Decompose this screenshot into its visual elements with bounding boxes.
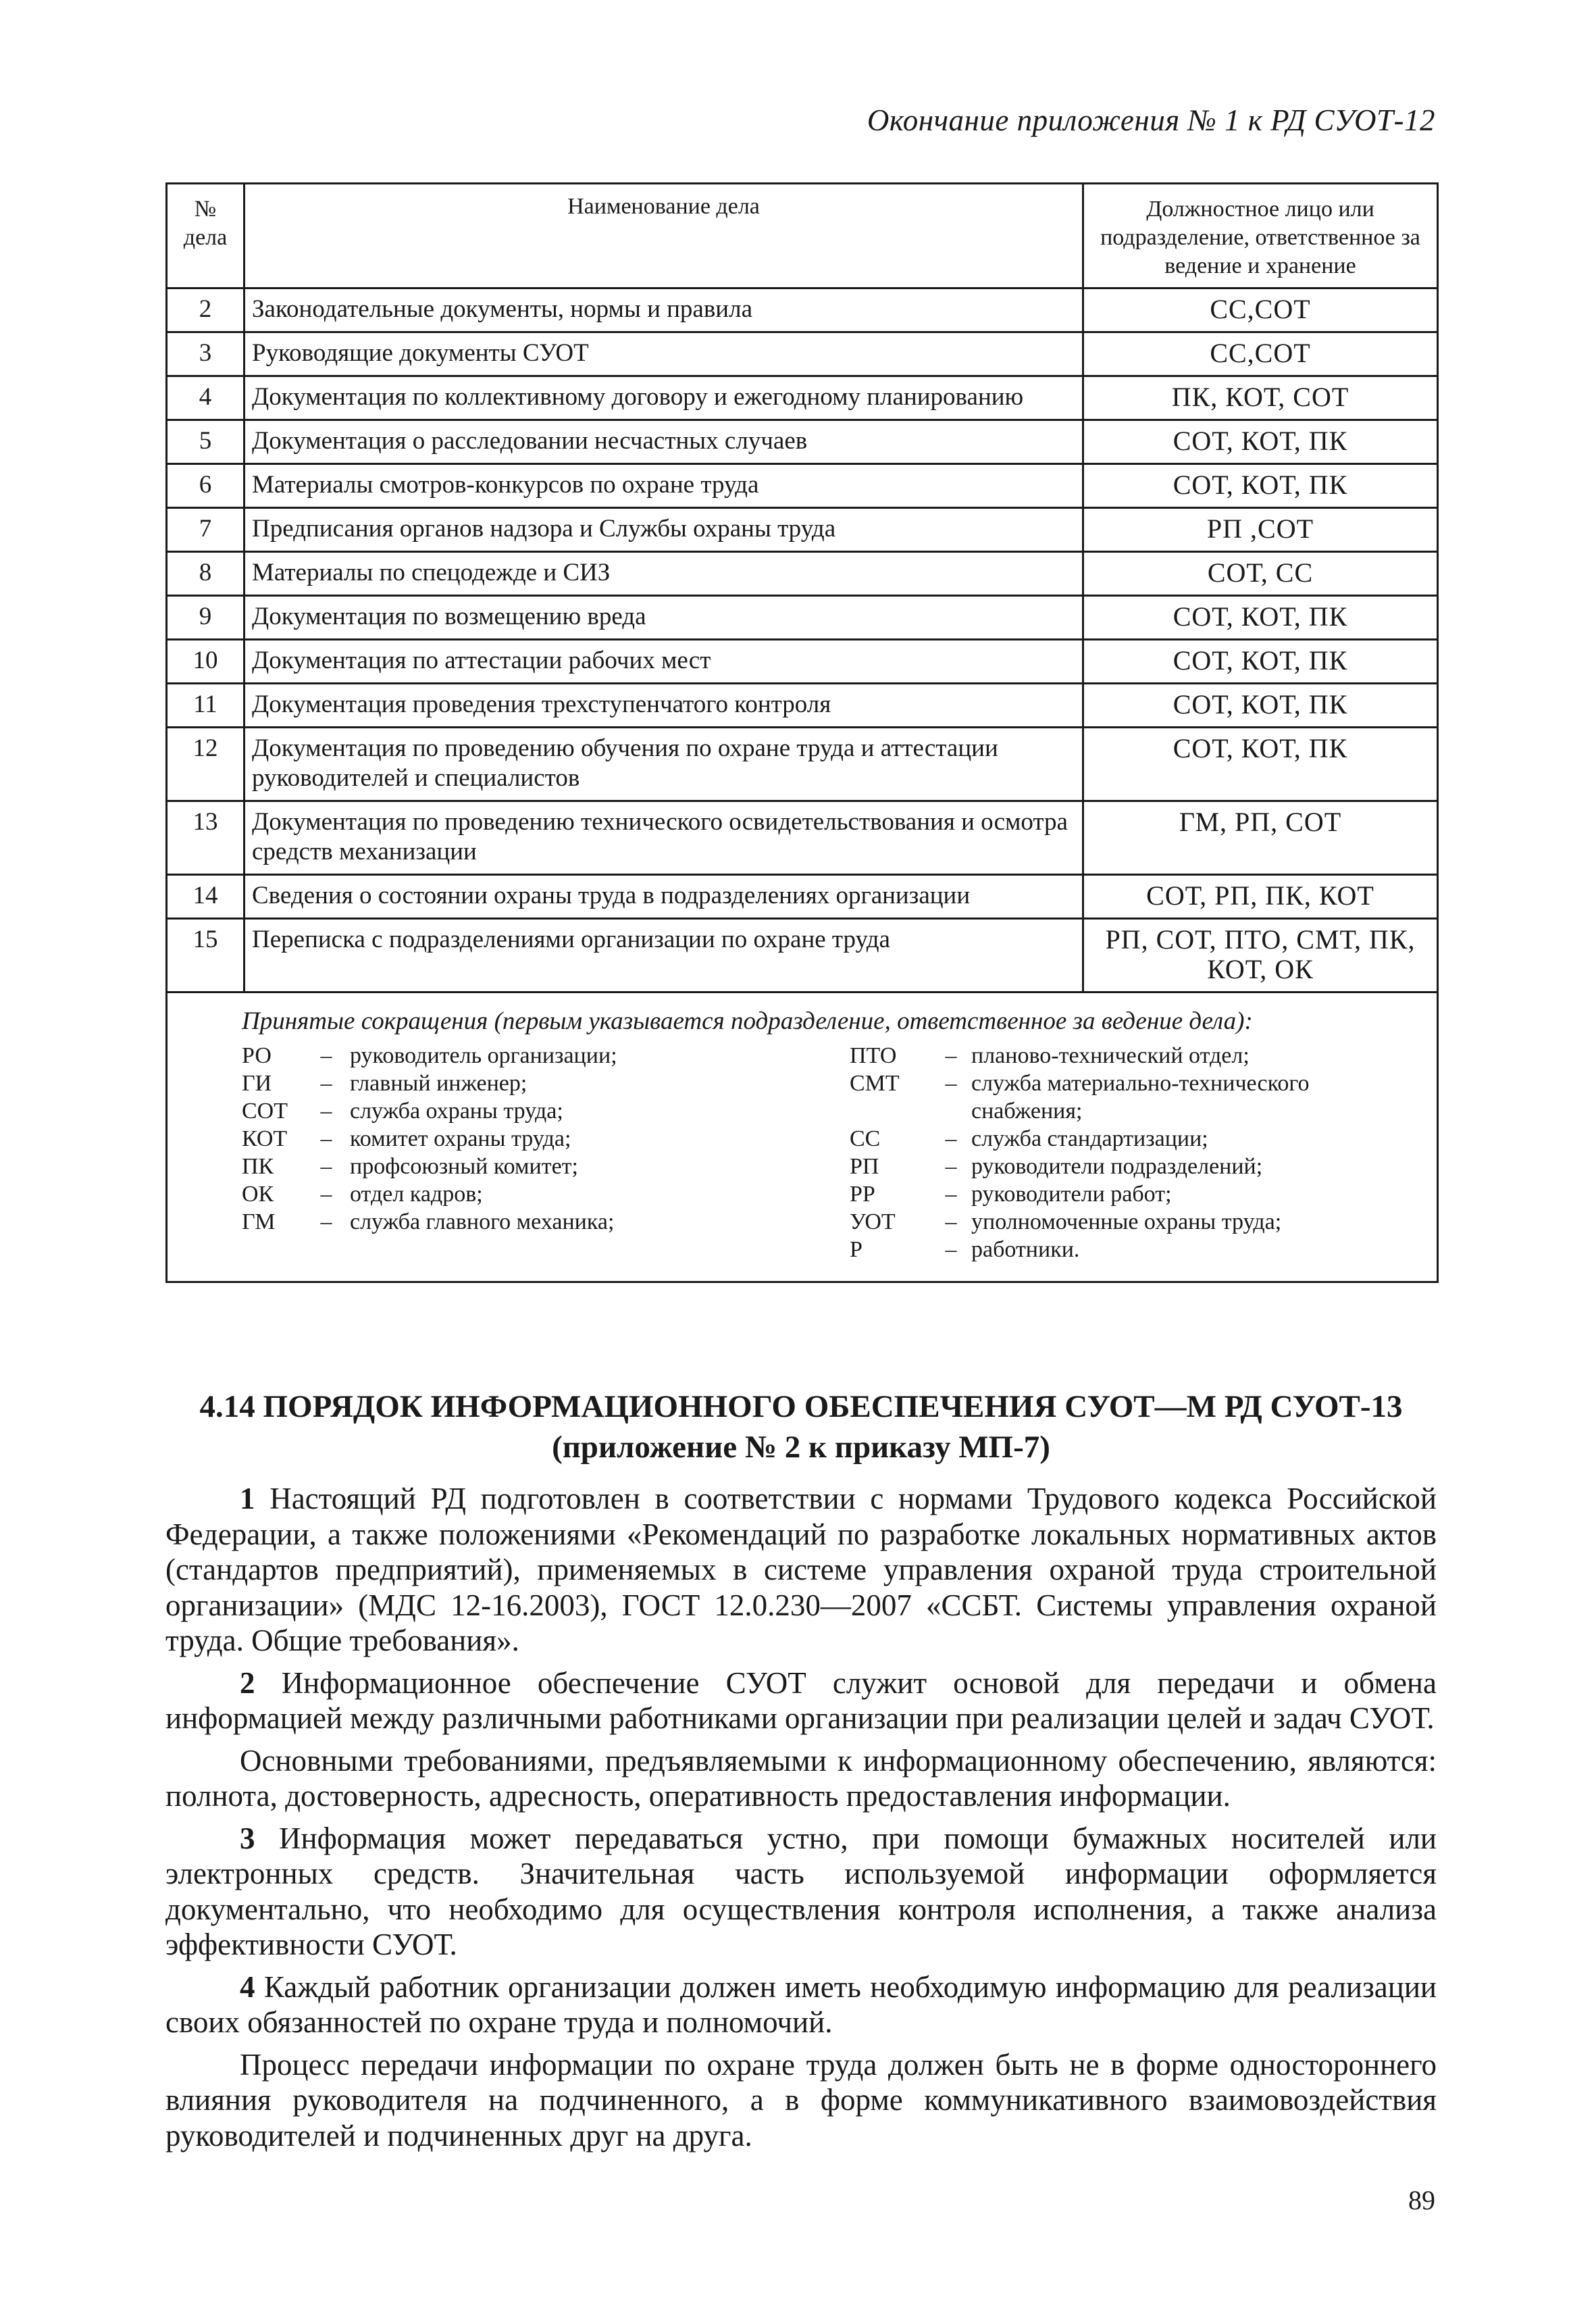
paragraph-text: Основными требованиями, предъявляемыми к информационному обеспечению, являются: полнота, достоверность, адресность, оперативность предоставления информации. <box>165 1743 1437 1813</box>
abbreviation-dash: – <box>945 1209 957 1234</box>
body-paragraph <box>165 1481 1437 1659</box>
body-paragraph <box>165 1821 1437 1963</box>
case-name: Сведения о состоянии охраны труда в подразделениях организации <box>244 875 1083 919</box>
case-number: 7 <box>167 508 244 552</box>
abbreviation-dash: – <box>945 1182 957 1207</box>
responsible-party: РП, СОТ, ПТО, СМТ, ПК, КОТ, ОК <box>1083 919 1438 992</box>
table-row <box>167 420 1438 464</box>
abbreviation-description: уполномоченные охраны труда; <box>971 1209 1282 1234</box>
responsible-party: СОТ, КОТ, ПК <box>1083 684 1438 728</box>
case-name: Документация по проведению обучения по охране труда и аттестации руководителей и специалистов <box>244 728 1083 801</box>
abbreviation-item <box>242 1180 850 1208</box>
responsible-party: СОТ, КОТ, ПК <box>1083 640 1438 684</box>
abbreviation-code: КОТ <box>242 1126 288 1151</box>
case-number: 10 <box>167 640 244 684</box>
paragraph-text: Процесс передачи информации по охране труда должен быть не в форме одностороннего влияния руководителя на подчиненного, а в форме коммуникативного взаимовоздействия руководителей и подчиненных друг на друга. <box>165 2047 1437 2153</box>
abbreviation-code: СМТ <box>850 1071 900 1096</box>
table-row <box>167 640 1438 684</box>
case-name: Документация проведения трехступенчатого контроля <box>244 684 1083 728</box>
records-table <box>165 182 1439 1283</box>
abbreviations-title: Принятые сокращения (первым указывается подразделение, ответственное за ведение дела): <box>242 1007 1253 1035</box>
abbreviation-code: ПК <box>242 1154 274 1179</box>
paragraph-number: 4 <box>240 1969 255 2004</box>
column-header-responsible: Должностное лицо или подразделение, ответственное за ведение и хранение <box>1083 184 1438 288</box>
abbreviation-code: РО <box>242 1043 272 1068</box>
responsible-party: СОТ, РП, ПК, КОТ <box>1083 875 1438 919</box>
abbreviation-dash: – <box>320 1043 332 1068</box>
abbreviation-item <box>242 1042 850 1070</box>
paragraph-text: Настоящий РД подготовлен в соответствии с нормами Трудового кодекса Российской Федерации, а также положениями «Рекомендаций по разработке локальных нормативных актов (стандартов предприятий), применяемых в системе управления охраной труда строительной организации» (МДС 12-16.2003), ГОСТ 12.0.230—2007 «ССБТ. Системы управления охраной труда. Общие требования». <box>165 1482 1437 1657</box>
responsible-party: СОТ, СС <box>1083 552 1438 596</box>
case-number: 13 <box>167 801 244 875</box>
case-name: Руководящие документы СУОТ <box>244 332 1083 376</box>
table-row <box>167 728 1438 801</box>
table-row <box>167 332 1438 376</box>
abbreviation-description: комитет охраны труда; <box>350 1126 571 1151</box>
body-paragraph <box>165 1969 1437 2040</box>
abbreviation-code: УОТ <box>850 1209 896 1234</box>
case-number: 2 <box>167 288 244 332</box>
case-number: 4 <box>167 376 244 420</box>
case-number: 5 <box>167 420 244 464</box>
abbreviations-list <box>242 1042 1416 1263</box>
abbreviation-item <box>242 1070 850 1097</box>
case-name: Материалы по спецодежде и СИЗ <box>244 552 1083 596</box>
abbreviations-row <box>167 992 1438 1282</box>
responsible-party: ГМ, РП, СОТ <box>1083 801 1438 875</box>
responsible-party: СОТ, КОТ, ПК <box>1083 464 1438 508</box>
abbreviation-dash: – <box>320 1071 332 1096</box>
abbreviation-code: ГИ <box>242 1071 272 1096</box>
abbreviation-item <box>850 1125 1410 1153</box>
case-number: 12 <box>167 728 244 801</box>
paragraph-number: 3 <box>240 1821 255 1855</box>
abbreviation-code: Р <box>850 1237 863 1262</box>
abbreviation-description: служба главного механика; <box>350 1209 615 1234</box>
abbreviation-dash: – <box>320 1182 332 1207</box>
abbreviation-item <box>850 1208 1410 1236</box>
responsible-party: СОТ, КОТ, ПК <box>1083 596 1438 640</box>
table-row <box>167 464 1438 508</box>
abbreviation-dash: – <box>945 1071 957 1096</box>
responsible-party: РП ,СОТ <box>1083 508 1438 552</box>
paragraph-text: Информационное обеспечение СУОТ служит основой для передачи и обмена информацией между различными работниками организации при реализации целей и задач СУОТ. <box>165 1665 1437 1735</box>
column-header-number: № дела <box>167 184 244 288</box>
abbreviation-dash: – <box>945 1126 957 1151</box>
paragraph-number: 1 <box>240 1482 255 1515</box>
abbreviations-column-left <box>242 1042 850 1263</box>
section-title <box>165 1386 1437 1467</box>
case-name: Документация по возмещению вреда <box>244 596 1083 640</box>
abbreviation-item <box>850 1042 1410 1070</box>
abbreviation-dash: – <box>320 1154 332 1179</box>
abbreviation-code: ОК <box>242 1182 274 1207</box>
abbreviation-item <box>850 1180 1410 1208</box>
abbreviation-description: руководители подразделений; <box>971 1154 1263 1179</box>
body-paragraph <box>165 1743 1437 1814</box>
table-row <box>167 919 1438 992</box>
abbreviation-dash: – <box>320 1126 332 1151</box>
abbreviation-code: РП <box>850 1154 879 1179</box>
responsible-party: СС,СОТ <box>1083 332 1438 376</box>
abbreviation-code: ГМ <box>242 1209 276 1234</box>
running-title: Окончание приложения № 1 к РД СУОТ-12 <box>867 103 1435 137</box>
abbreviation-dash: – <box>945 1043 957 1068</box>
abbreviation-dash: – <box>945 1237 957 1262</box>
abbreviation-item <box>242 1097 850 1125</box>
page-number: 89 <box>1408 2185 1435 2215</box>
abbreviation-description: профсоюзный комитет; <box>350 1154 578 1179</box>
abbreviations-column-right <box>850 1042 1410 1263</box>
abbreviation-description: служба охраны труда; <box>350 1099 563 1124</box>
abbreviation-item <box>242 1125 850 1153</box>
abbreviation-description: руководитель организации; <box>350 1043 617 1068</box>
abbreviation-dash: – <box>945 1154 957 1179</box>
body-paragraph <box>165 2047 1437 2154</box>
paragraph-number: 2 <box>240 1665 255 1700</box>
abbreviation-item <box>242 1153 850 1180</box>
case-name: Законодательные документы, нормы и правила <box>244 288 1083 332</box>
case-name: Материалы смотров-конкурсов по охране труда <box>244 464 1083 508</box>
case-name: Предписания органов надзора и Службы охраны труда <box>244 508 1083 552</box>
abbreviation-description: главный инженер; <box>350 1071 527 1096</box>
paragraph-text: Информация может передаваться устно, при помощи бумажных носителей или электронных средств. Значительная часть используемой информации оформляется документально, что необходимо для осуществления контроля исполнения, а также анализа эффективности СУОТ. <box>165 1821 1437 1961</box>
case-name: Документация о расследовании несчастных случаев <box>244 420 1083 464</box>
table-row <box>167 596 1438 640</box>
records-table-body <box>167 184 1438 1282</box>
abbreviation-description: служба материально-технического снабжения; <box>971 1071 1310 1124</box>
case-number: 14 <box>167 875 244 919</box>
case-number: 3 <box>167 332 244 376</box>
abbreviation-code: СС <box>850 1126 881 1151</box>
responsible-party: ПК, КОТ, СОТ <box>1083 376 1438 420</box>
case-number: 11 <box>167 684 244 728</box>
abbreviation-description: служба стандартизации; <box>971 1126 1208 1151</box>
case-name: Документация по проведению технического освидетельствования и осмотра средств механизации <box>244 801 1083 875</box>
abbreviations-cell <box>167 992 1438 1282</box>
section-title-line-2: (приложение № 2 к приказу МП-7) <box>552 1430 1050 1465</box>
table-row <box>167 875 1438 919</box>
case-number: 8 <box>167 552 244 596</box>
abbreviation-item <box>850 1153 1410 1180</box>
paragraph-text: Каждый работник организации должен иметь необходимую информацию для реализации своих обязанностей по охране труда и полномочий. <box>165 1969 1437 2039</box>
responsible-party: СС,СОТ <box>1083 288 1438 332</box>
body-paragraph <box>165 1665 1437 1736</box>
abbreviation-code: СОТ <box>242 1099 288 1124</box>
responsible-party: СОТ, КОТ, ПК <box>1083 728 1438 801</box>
abbreviation-code: ПТО <box>850 1043 897 1068</box>
table-row <box>167 508 1438 552</box>
table-row <box>167 376 1438 420</box>
abbreviation-description: планово-технический отдел; <box>971 1043 1250 1068</box>
abbreviation-dash: – <box>320 1099 332 1124</box>
case-number: 15 <box>167 919 244 992</box>
table-header-row <box>167 184 1438 288</box>
table-row <box>167 684 1438 728</box>
table-row <box>167 552 1438 596</box>
column-header-name: Наименование дела <box>244 184 1083 288</box>
case-number: 9 <box>167 596 244 640</box>
section-body <box>165 1481 1437 2160</box>
responsible-party: СОТ, КОТ, ПК <box>1083 420 1438 464</box>
case-name: Документация по аттестации рабочих мест <box>244 640 1083 684</box>
table-row <box>167 288 1438 332</box>
table-row <box>167 801 1438 875</box>
abbreviation-item <box>242 1208 850 1236</box>
abbreviation-description: руководители работ; <box>971 1182 1172 1207</box>
abbreviation-description: отдел кадров; <box>350 1182 483 1207</box>
case-name: Документация по коллективному договору и ежегодному планированию <box>244 376 1083 420</box>
section-title-line-1: 4.14 ПОРЯДОК ИНФОРМАЦИОННОГО ОБЕСПЕЧЕНИЯ СУОТ—М РД СУОТ-13 <box>199 1389 1403 1424</box>
abbreviation-description: работники. <box>971 1237 1080 1262</box>
abbreviation-item <box>850 1070 1410 1125</box>
abbreviation-code: РР <box>850 1182 875 1207</box>
abbreviation-item <box>850 1236 1410 1263</box>
abbreviation-dash: – <box>320 1209 332 1234</box>
case-number: 6 <box>167 464 244 508</box>
case-name: Переписка с подразделениями организации по охране труда <box>244 919 1083 992</box>
